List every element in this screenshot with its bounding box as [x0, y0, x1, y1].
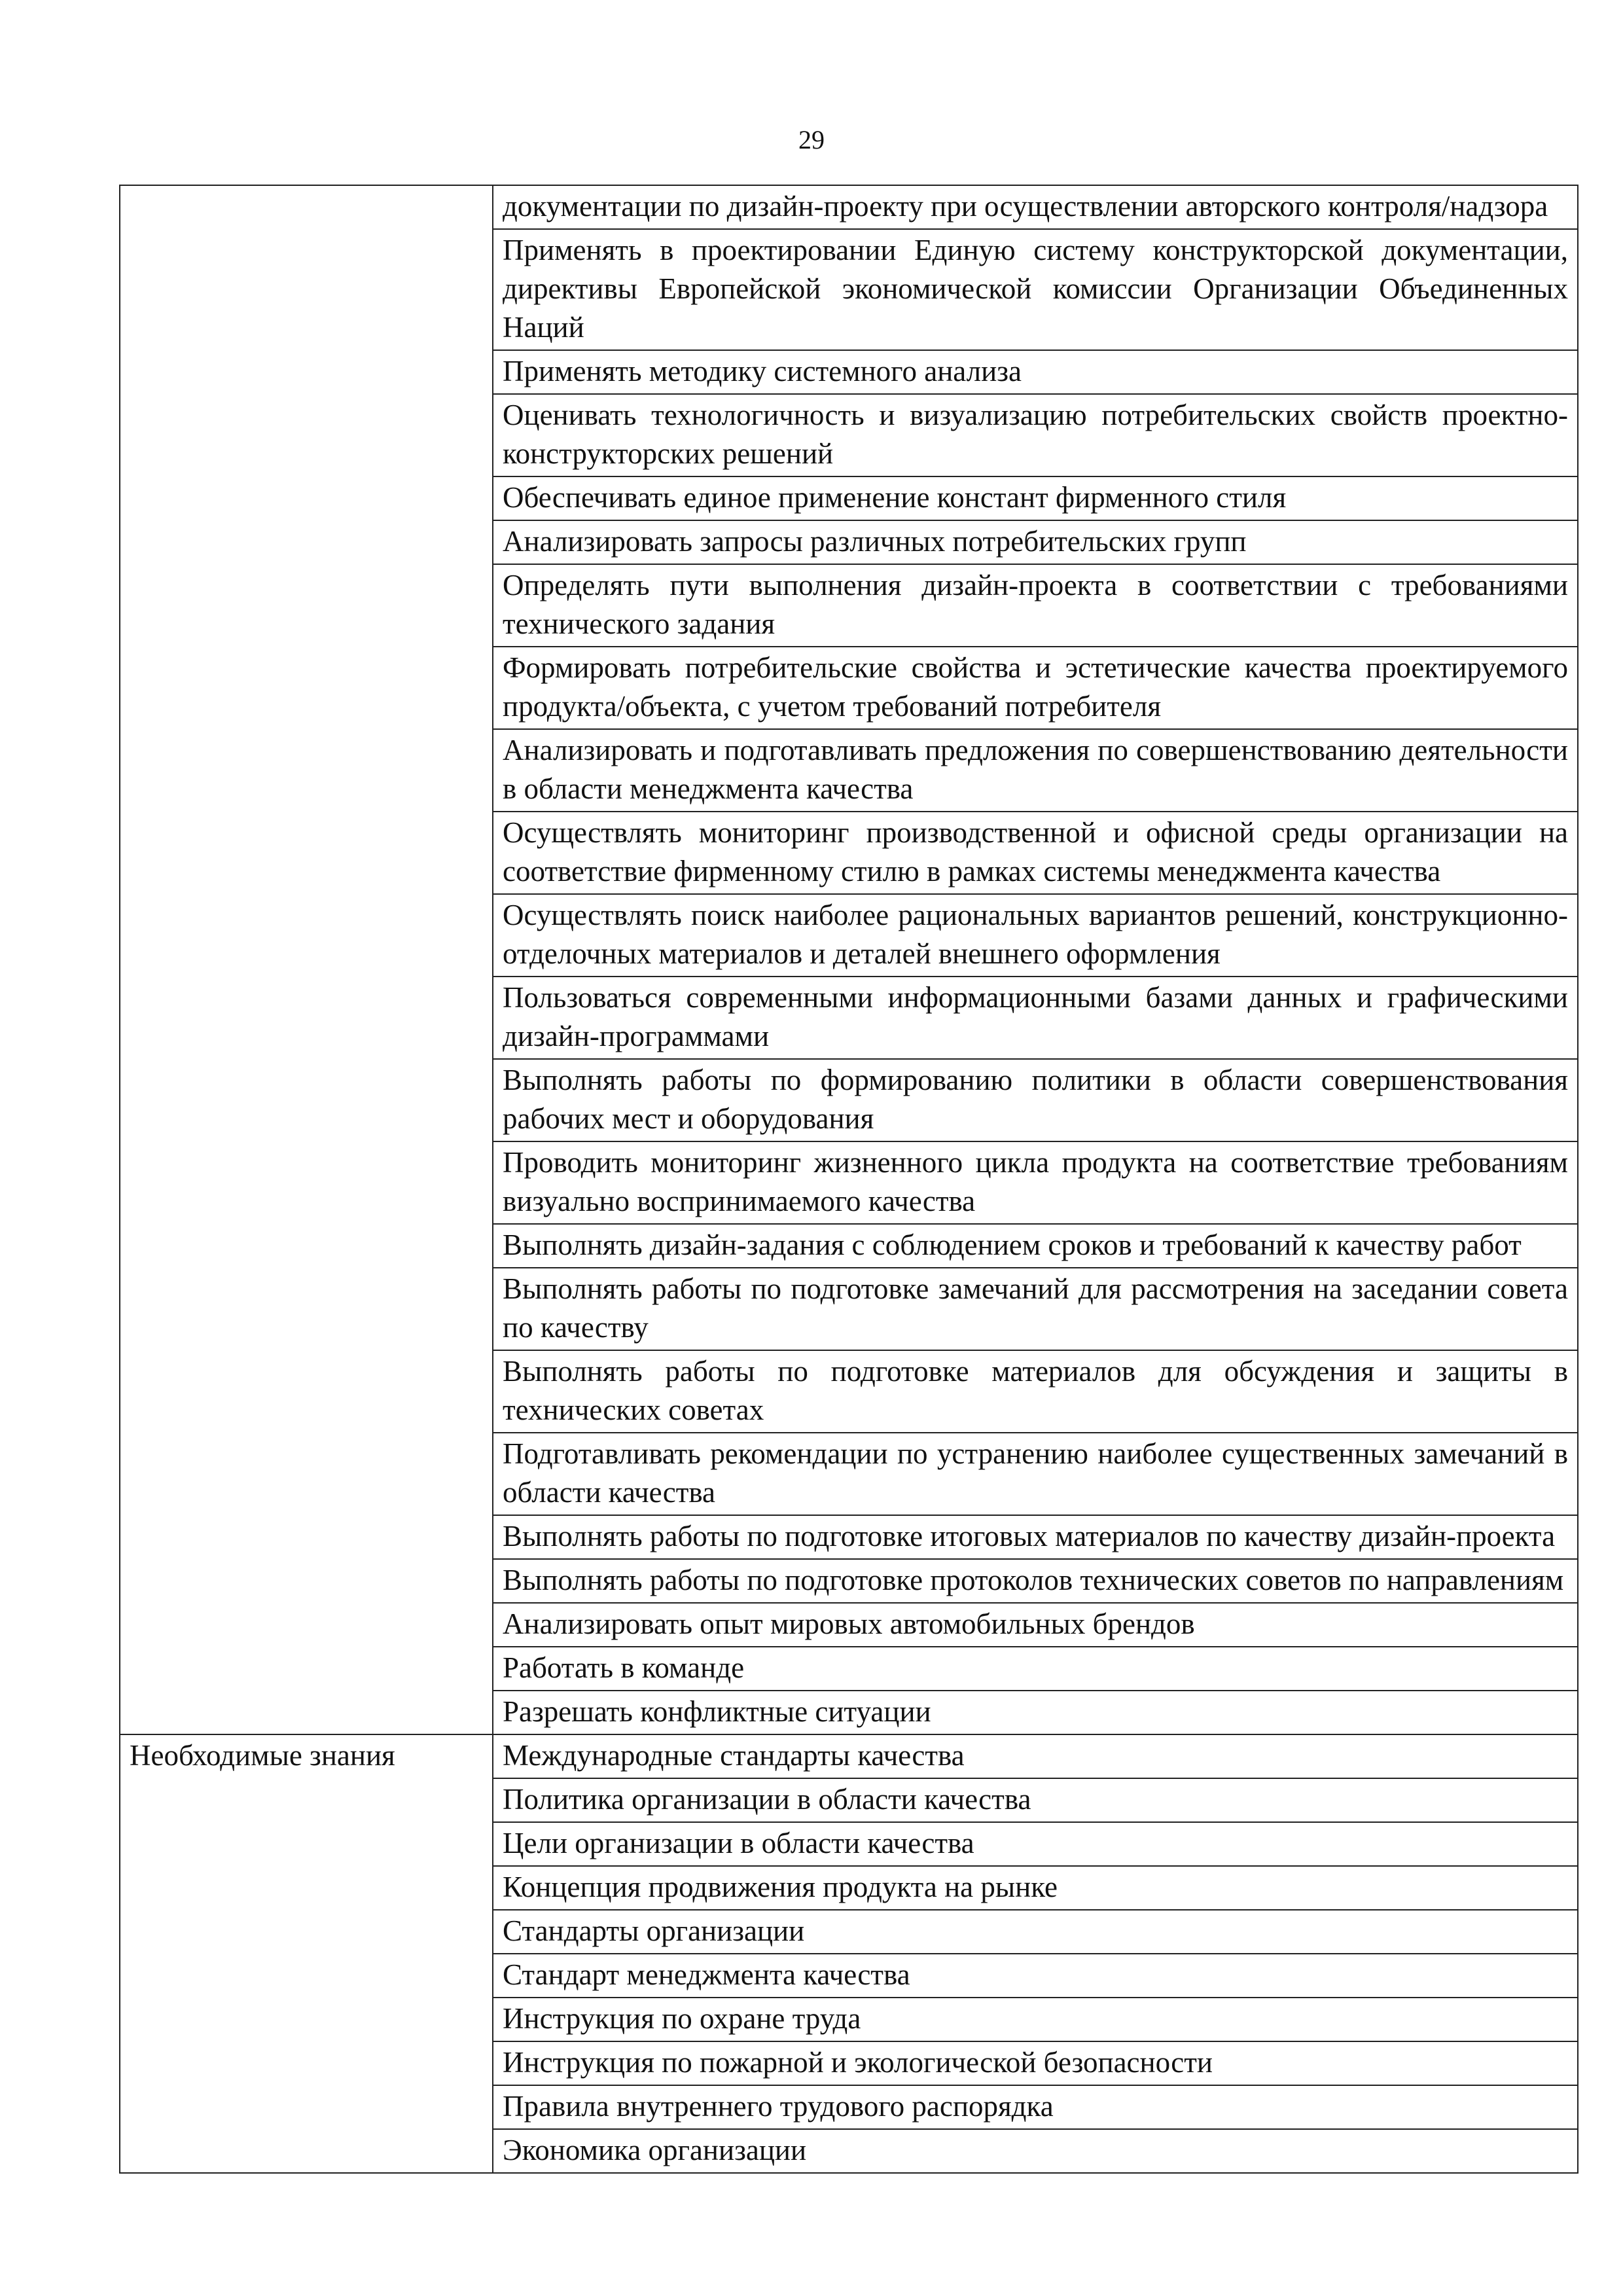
requirement-item: Оценивать технологичность и визуализацию потребительских свойств проектно-конструкторских решений: [493, 394, 1578, 476]
requirements-table: [119, 185, 1578, 2174]
requirement-item: Применять методику системного анализа: [493, 350, 1578, 394]
page-number: 29: [798, 125, 825, 154]
section-label-cell: [120, 185, 493, 1734]
requirement-item: Формировать потребительские свойства и эстетические качества проектируемого продукта/объекта, с учетом требований потребителя: [493, 647, 1578, 729]
requirement-item: Осуществлять поиск наиболее рациональных вариантов решений, конструкционно-отделочных материалов и деталей внешнего оформления: [493, 894, 1578, 977]
requirement-item: Выполнять дизайн-задания с соблюдением сроков и требований к качеству работ: [493, 1224, 1578, 1268]
table-row: [120, 1734, 1578, 1778]
requirement-item: Выполнять работы по подготовке материалов для обсуждения и защиты в технических советах: [493, 1350, 1578, 1433]
requirement-item: Международные стандарты качества: [493, 1734, 1578, 1778]
requirement-item: Анализировать и подготавливать предложения по совершенствованию деятельности в области менеджмента качества: [493, 729, 1578, 812]
requirement-item: Разрешать конфликтные ситуации: [493, 1691, 1578, 1734]
requirement-item: документации по дизайн-проекту при осуществлении авторского контроля/надзора: [493, 185, 1578, 229]
table-row: [120, 185, 1578, 229]
requirement-item: Анализировать запросы различных потребительских групп: [493, 520, 1578, 564]
requirement-item: Правила внутреннего трудового распорядка: [493, 2085, 1578, 2129]
requirement-item: Выполнять работы по формированию политики в области совершенствования рабочих мест и оборудования: [493, 1059, 1578, 1141]
requirement-item: Концепция продвижения продукта на рынке: [493, 1866, 1578, 1910]
requirement-item: Стандарты организации: [493, 1910, 1578, 1954]
requirement-item: Политика организации в области качества: [493, 1778, 1578, 1822]
requirement-item: Обеспечивать единое применение констант фирменного стиля: [493, 476, 1578, 520]
requirement-item: Анализировать опыт мировых автомобильных брендов: [493, 1603, 1578, 1647]
requirement-item: Проводить мониторинг жизненного цикла продукта на соответствие требованиям визуально воспринимаемого качества: [493, 1141, 1578, 1224]
requirement-item: Выполнять работы по подготовке протоколов технических советов по направлениям: [493, 1559, 1578, 1603]
requirement-item: Экономика организации: [493, 2129, 1578, 2173]
requirement-item: Выполнять работы по подготовке итоговых материалов по качеству дизайн-проекта: [493, 1515, 1578, 1559]
requirement-item: Работать в команде: [493, 1647, 1578, 1691]
requirement-item: Стандарт менеджмента качества: [493, 1954, 1578, 1998]
requirement-item: Выполнять работы по подготовке замечаний для рассмотрения на заседании совета по качеству: [493, 1268, 1578, 1350]
requirement-item: Инструкция по пожарной и экологической безопасности: [493, 2041, 1578, 2085]
requirement-item: Инструкция по охране труда: [493, 1998, 1578, 2041]
requirement-item: Осуществлять мониторинг производственной и офисной среды организации на соответствие фирменному стилю в рамках системы менеджмента качества: [493, 812, 1578, 894]
requirement-item: Применять в проектировании Единую систему конструкторской документации, директивы Европейской экономической комиссии Организации Объединенных Наций: [493, 229, 1578, 350]
requirement-item: Определять пути выполнения дизайн-проекта в соответствии с требованиями технического задания: [493, 564, 1578, 647]
requirement-item: Пользоваться современными информационными базами данных и графическими дизайн-программами: [493, 977, 1578, 1059]
section-label-cell: Необходимые знания: [120, 1734, 493, 2173]
requirement-item: Подготавливать рекомендации по устранению наиболее существенных замечаний в области качества: [493, 1433, 1578, 1515]
requirement-item: Цели организации в области качества: [493, 1822, 1578, 1866]
